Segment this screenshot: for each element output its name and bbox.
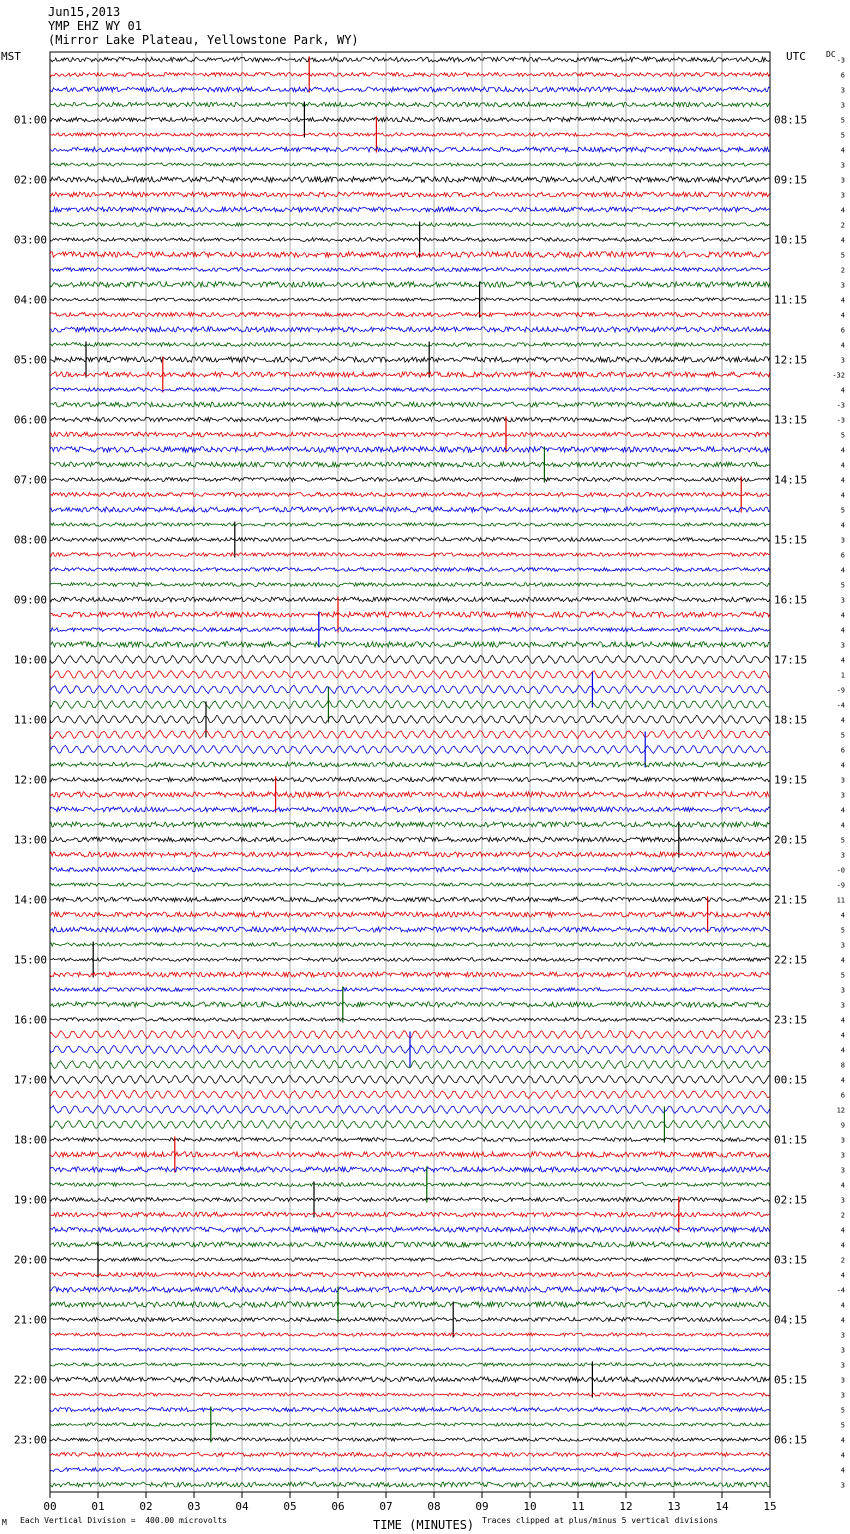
- dc-offset-value: 3: [840, 791, 845, 800]
- dc-offset-value: -9: [836, 686, 845, 695]
- dc-offset-value: 3: [840, 1166, 845, 1175]
- dc-offset-value: 2: [840, 266, 845, 275]
- right-hour-label: 20:15: [774, 833, 808, 847]
- dc-offset-value: 3: [840, 641, 845, 650]
- x-tick-label: 13: [667, 1500, 681, 1513]
- dc-offset-value: -4: [836, 1286, 845, 1295]
- seismic-trace: [50, 1227, 770, 1232]
- dc-offset-value: -3: [836, 416, 845, 425]
- seismic-trace: [50, 1423, 770, 1426]
- dc-offset-value: 4: [840, 1466, 845, 1475]
- x-tick-label: 04: [235, 1500, 249, 1513]
- seismic-trace: [50, 1090, 770, 1098]
- right-hour-label: 21:15: [774, 893, 808, 907]
- seismic-trace: [50, 177, 770, 183]
- right-hour-label: 03:15: [774, 1253, 808, 1267]
- seismic-trace: [50, 402, 770, 407]
- dc-offset-value: 3: [840, 1481, 845, 1490]
- seismic-trace: [50, 867, 770, 871]
- dc-offset-value: 4: [840, 1076, 845, 1085]
- dc-offset-value: 3: [840, 191, 845, 200]
- seismic-trace: [50, 1152, 770, 1157]
- dc-offset-value: 4: [840, 296, 845, 305]
- dc-offset-value: 3: [840, 986, 845, 995]
- dc-offset-value: 4: [840, 1031, 845, 1040]
- dc-offset-value: 4: [840, 956, 845, 965]
- dc-offset-value: 6: [840, 1091, 845, 1100]
- left-hour-label: 21:00: [13, 1313, 47, 1327]
- seismic-trace: [50, 147, 770, 152]
- dc-offset-value: 5: [840, 1406, 845, 1415]
- dc-offset-value: 6: [840, 71, 845, 80]
- dc-offset-value: 4: [840, 1301, 845, 1310]
- seismic-trace: [50, 568, 770, 572]
- left-hour-label: 19:00: [13, 1193, 47, 1207]
- seismic-trace: [50, 133, 770, 136]
- seismic-trace: [50, 912, 770, 917]
- seismic-trace: [50, 612, 770, 617]
- seismic-trace: [50, 462, 770, 467]
- dc-offset-value: 4: [840, 446, 845, 455]
- dc-offset-value: 4: [840, 476, 845, 485]
- x-tick-label: 06: [331, 1500, 345, 1513]
- dc-offset-value: 3: [840, 176, 845, 185]
- x-tick-label: 12: [619, 1500, 633, 1513]
- dc-offset-value: 6: [840, 326, 845, 335]
- dc-offset-value: 5: [840, 116, 845, 125]
- dc-offset-value: 4: [840, 1436, 845, 1445]
- dc-offset-value: 4: [840, 521, 845, 530]
- seismic-trace: [50, 597, 770, 602]
- dc-offset-value: 4: [840, 821, 845, 830]
- seismic-trace: [50, 492, 770, 496]
- right-hour-label: 13:15: [774, 413, 808, 427]
- seismic-trace: [50, 1438, 770, 1441]
- left-hour-label: 05:00: [13, 353, 47, 367]
- seismic-trace: [50, 102, 770, 106]
- seismic-trace: [50, 327, 770, 332]
- dc-offset-value: 3: [840, 101, 845, 110]
- seismic-trace: [50, 357, 770, 362]
- dc-offset-value: 4: [840, 311, 845, 320]
- seismic-trace: [50, 238, 770, 242]
- dc-offset-value: 4: [840, 1226, 845, 1235]
- dc-offset-value: 3: [840, 161, 845, 170]
- left-hour-label: 07:00: [13, 473, 47, 487]
- right-hour-label: 18:15: [774, 713, 808, 727]
- dc-offset-value: 4: [840, 911, 845, 920]
- right-timezone-label: UTC: [786, 50, 806, 63]
- seismic-trace: [50, 837, 770, 842]
- seismic-trace: [50, 298, 770, 301]
- x-tick-label: 02: [139, 1500, 153, 1513]
- dc-offset-value: 6: [840, 746, 845, 755]
- dc-offset-value: 4: [840, 146, 845, 155]
- right-hour-label: 17:15: [774, 653, 808, 667]
- dc-offset-value: 4: [840, 1451, 845, 1460]
- seismic-trace: [50, 655, 770, 663]
- left-hour-label: 03:00: [13, 233, 47, 247]
- dc-offset-header: DC: [826, 50, 836, 59]
- dc-offset-value: 3: [840, 941, 845, 950]
- seismic-trace: [50, 897, 770, 902]
- seismic-trace: [50, 417, 770, 422]
- left-hour-label: 18:00: [13, 1133, 47, 1147]
- seismic-trace: [50, 730, 770, 738]
- seismic-trace: [50, 523, 770, 526]
- seismic-trace: [50, 777, 770, 781]
- seismic-trace: [50, 1333, 770, 1336]
- seismic-trace: [50, 1377, 770, 1382]
- dc-offset-value: 8: [840, 1061, 845, 1070]
- right-hour-label: 22:15: [774, 953, 808, 967]
- right-hour-label: 05:15: [774, 1373, 808, 1387]
- dc-offset-value: 3: [840, 1346, 845, 1355]
- seismic-trace: [50, 447, 770, 453]
- x-tick-label: 11: [571, 1500, 585, 1513]
- dc-offset-value: 3: [840, 1196, 845, 1205]
- right-hour-label: 10:15: [774, 233, 808, 247]
- seismic-trace: [50, 1393, 770, 1396]
- dc-offset-value: 9: [840, 1121, 845, 1130]
- seismic-trace: [50, 583, 770, 587]
- x-tick-label: 09: [475, 1500, 489, 1513]
- right-hour-label: 15:15: [774, 533, 808, 547]
- x-tick-label: 03: [187, 1500, 201, 1513]
- seismic-trace: [50, 117, 770, 121]
- dc-offset-value: 3: [840, 356, 845, 365]
- dc-offset-value: 3: [840, 1361, 845, 1370]
- dc-offset-value: 4: [840, 236, 845, 245]
- right-hour-label: 04:15: [774, 1313, 808, 1327]
- x-tick-label: 08: [427, 1500, 441, 1513]
- seismic-trace: [50, 943, 770, 947]
- seismic-trace: [50, 432, 770, 437]
- seismic-trace: [50, 1075, 770, 1083]
- dc-offset-value: 3: [840, 1136, 845, 1145]
- seismic-trace: [50, 1302, 770, 1307]
- seismic-trace: [50, 715, 770, 723]
- dc-offset-value: 2: [840, 221, 845, 230]
- dc-offset-value: 4: [840, 566, 845, 575]
- seismic-trace: [50, 988, 770, 992]
- seismic-trace: [50, 1212, 770, 1217]
- right-hour-label: 02:15: [774, 1193, 808, 1207]
- seismic-trace: [50, 1408, 770, 1412]
- dc-offset-value: 3: [840, 1391, 845, 1400]
- dc-offset-value: 5: [840, 251, 845, 260]
- seismic-trace: [50, 163, 770, 166]
- x-tick-label: 01: [91, 1500, 105, 1513]
- left-hour-label: 11:00: [13, 713, 47, 727]
- seismic-trace: [50, 852, 770, 857]
- dc-offset-value: 5: [840, 1421, 845, 1430]
- right-hour-label: 16:15: [774, 593, 808, 607]
- seismic-trace: [50, 1120, 770, 1128]
- right-hour-label: 11:15: [774, 293, 808, 307]
- left-hour-label: 12:00: [13, 773, 47, 787]
- seismic-trace: [50, 207, 770, 212]
- right-hour-label: 23:15: [774, 1013, 808, 1027]
- seismic-trace: [50, 883, 770, 886]
- seismic-trace: [50, 792, 770, 797]
- dc-offset-value: 5: [840, 131, 845, 140]
- left-hour-label: 15:00: [13, 953, 47, 967]
- right-hour-label: 09:15: [774, 173, 808, 187]
- right-hour-label: 08:15: [774, 113, 808, 127]
- x-tick-label: 15: [763, 1500, 777, 1513]
- dc-offset-value: 4: [840, 206, 845, 215]
- seismic-trace: [50, 1468, 770, 1472]
- left-hour-label: 17:00: [13, 1073, 47, 1087]
- left-hour-label: 08:00: [13, 533, 47, 547]
- dc-offset-value: -3: [836, 401, 845, 410]
- seismic-trace: [50, 1272, 770, 1277]
- left-timezone-label: MST: [1, 50, 21, 63]
- dc-offset-value: -32: [832, 371, 845, 380]
- seismic-trace: [50, 1318, 770, 1322]
- seismic-trace: [50, 1138, 770, 1142]
- dc-offset-value: 1: [840, 671, 845, 680]
- x-tick-label: 14: [715, 1500, 729, 1513]
- seismic-trace: [50, 87, 770, 92]
- x-tick-label: 00: [43, 1500, 57, 1513]
- seismic-trace: [50, 1482, 770, 1487]
- dc-offset-value: 3: [840, 1001, 845, 1010]
- dc-offset-value: 4: [840, 806, 845, 815]
- seismic-trace: [50, 1183, 770, 1187]
- seismic-trace: [50, 807, 770, 812]
- dc-offset-value: -4: [836, 701, 845, 710]
- seismic-trace: [50, 1287, 770, 1292]
- right-hour-label: 14:15: [774, 473, 808, 487]
- dc-offset-value: 4: [840, 626, 845, 635]
- seismic-trace: [50, 927, 770, 932]
- dc-offset-value: 11: [836, 896, 845, 905]
- dc-offset-value: 2: [840, 1211, 845, 1220]
- seismic-trace: [50, 628, 770, 632]
- seismic-trace: [50, 1258, 770, 1262]
- seismic-trace: [50, 477, 770, 481]
- seismic-trace: [50, 1453, 770, 1457]
- dc-offset-value: 4: [840, 1181, 845, 1190]
- plot-date: Jun15,2013: [48, 5, 121, 19]
- dc-offset-value: 3: [840, 776, 845, 785]
- seismic-trace: [50, 1348, 770, 1351]
- dc-offset-value: 12: [836, 1106, 845, 1115]
- left-hour-label: 16:00: [13, 1013, 47, 1027]
- dc-offset-value: -3: [836, 56, 845, 65]
- dc-offset-value: 4: [840, 491, 845, 500]
- dc-offset-value: 3: [840, 596, 845, 605]
- seismic-trace: [50, 223, 770, 227]
- left-hour-label: 02:00: [13, 173, 47, 187]
- right-hour-label: 19:15: [774, 773, 808, 787]
- seismic-trace: [50, 282, 770, 287]
- x-tick-label: 07: [379, 1500, 393, 1513]
- seismic-trace: [50, 1242, 770, 1247]
- dc-offset-value: -0: [836, 866, 845, 875]
- seismic-trace: [50, 642, 770, 648]
- dc-offset-value: 4: [840, 716, 845, 725]
- dc-offset-value: 3: [840, 1151, 845, 1160]
- seismic-trace: [50, 822, 770, 827]
- dc-offset-value: -9: [836, 881, 845, 890]
- dc-offset-value: 4: [840, 1046, 845, 1055]
- seismic-trace: [50, 745, 770, 753]
- seismic-trace: [50, 252, 770, 258]
- vertical-scale-note: Each Vertical Division = 400.00 microvolts: [20, 1516, 228, 1525]
- seismic-trace: [50, 958, 770, 962]
- dc-offset-value: 4: [840, 611, 845, 620]
- dc-offset-value: 3: [840, 281, 845, 290]
- seismic-trace: [50, 538, 770, 542]
- dc-offset-value: 4: [840, 341, 845, 350]
- dc-offset-value: 3: [840, 1376, 845, 1385]
- dc-offset-value: 4: [840, 761, 845, 770]
- dc-offset-value: 3: [840, 851, 845, 860]
- dc-offset-value: 5: [840, 431, 845, 440]
- dc-offset-value: 2: [840, 1256, 845, 1265]
- seismic-trace: [50, 700, 770, 708]
- seismic-trace: [50, 762, 770, 767]
- seismic-trace: [50, 972, 770, 977]
- dc-offset-value: 4: [840, 461, 845, 470]
- seismic-trace: [50, 388, 770, 392]
- dc-offset-value: 5: [840, 926, 845, 935]
- seismic-trace: [50, 192, 770, 197]
- left-hour-label: 04:00: [13, 293, 47, 307]
- clipping-note: Traces clipped at plus/minus 5 vertical divisions: [482, 1516, 719, 1525]
- x-tick-label: 10: [523, 1500, 537, 1513]
- dc-offset-value: 4: [840, 1016, 845, 1025]
- station-location: (Mirror Lake Plateau, Yellowstone Park, WY): [48, 33, 359, 47]
- left-hour-label: 10:00: [13, 653, 47, 667]
- x-axis-title: TIME (MINUTES): [373, 1518, 475, 1532]
- left-hour-label: 09:00: [13, 593, 47, 607]
- dc-offset-value: 3: [840, 86, 845, 95]
- dc-offset-value: 4: [840, 1316, 845, 1325]
- dc-offset-value: 4: [840, 656, 845, 665]
- seismic-trace: [50, 1105, 770, 1113]
- seismic-trace: [50, 685, 770, 693]
- dc-offset-value: 4: [840, 1271, 845, 1280]
- seismic-trace: [50, 268, 770, 272]
- seismic-trace: [50, 1363, 770, 1366]
- dc-offset-value: 3: [840, 1331, 845, 1340]
- seismic-trace: [50, 57, 770, 62]
- seismic-trace: [50, 553, 770, 557]
- seismic-trace: [50, 312, 770, 316]
- left-hour-label: 06:00: [13, 413, 47, 427]
- dc-offset-value: 6: [840, 551, 845, 560]
- x-tick-label: 05: [283, 1500, 297, 1513]
- left-hour-label: 22:00: [13, 1373, 47, 1387]
- seismic-trace: [50, 507, 770, 512]
- seismic-trace: [50, 73, 770, 77]
- seismic-trace: [50, 343, 770, 347]
- right-hour-label: 06:15: [774, 1433, 808, 1447]
- right-hour-label: 01:15: [774, 1133, 808, 1147]
- left-hour-label: 13:00: [13, 833, 47, 847]
- dc-offset-value: 5: [840, 971, 845, 980]
- seismic-trace: [50, 1002, 770, 1007]
- left-hour-label: 23:00: [13, 1433, 47, 1447]
- dc-offset-value: 5: [840, 506, 845, 515]
- seismic-trace: [50, 670, 770, 678]
- right-hour-label: 12:15: [774, 353, 808, 367]
- left-hour-label: 14:00: [13, 893, 47, 907]
- right-hour-label: 00:15: [774, 1073, 808, 1087]
- dc-offset-value: 5: [840, 581, 845, 590]
- dc-offset-value: 5: [840, 836, 845, 845]
- station-id: YMP EHZ WY 01: [48, 19, 142, 33]
- dc-offset-value: 4: [840, 1241, 845, 1250]
- dc-offset-value: 3: [840, 536, 845, 545]
- left-hour-label: 01:00: [13, 113, 47, 127]
- dc-offset-value: 5: [840, 731, 845, 740]
- seismic-trace: [50, 1198, 770, 1202]
- seismic-trace: [50, 1167, 770, 1172]
- corner-mark: M: [2, 1518, 7, 1527]
- dc-offset-value: 4: [840, 386, 845, 395]
- left-hour-label: 20:00: [13, 1253, 47, 1267]
- seismic-trace: [50, 372, 770, 377]
- seismic-trace: [50, 1018, 770, 1022]
